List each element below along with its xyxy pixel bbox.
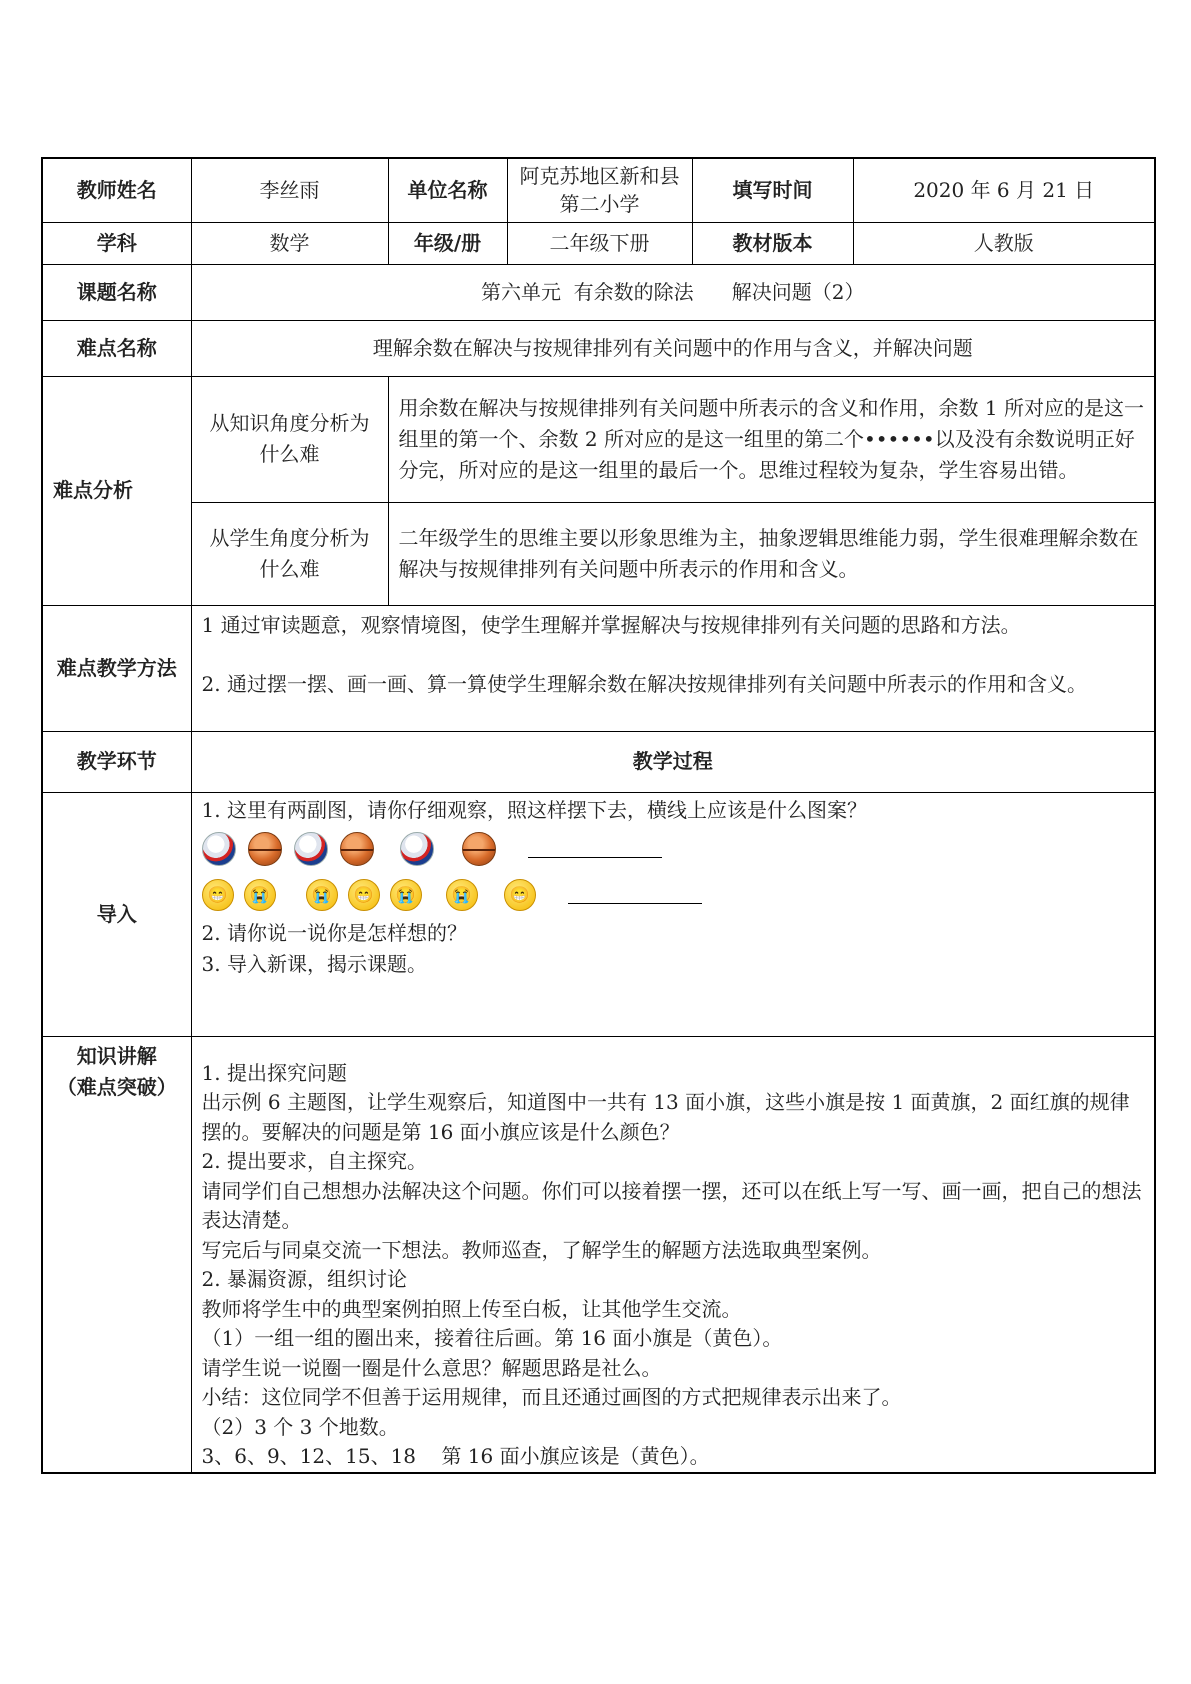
analysis-row-student bbox=[42, 502, 1155, 605]
soccer-ball-icon bbox=[202, 832, 236, 866]
unit-name-line1: 阿克苏地区新和县 bbox=[519, 164, 680, 189]
method-item-1: 1 通过审读题意，观察情境图，使学生理解并掌握解决与按规律排列有关问题的思路和方法。 bbox=[201, 612, 1021, 637]
unit-label: 单位名称 bbox=[388, 158, 507, 222]
crying-face-icon: 😭 bbox=[446, 879, 478, 911]
explain-label bbox=[42, 1036, 191, 1473]
basketball-icon bbox=[462, 832, 496, 866]
difficulty-value: 理解余数在解决与按规律排列有关问题中的作用与含义，并解决问题 bbox=[191, 320, 1155, 376]
explain-line: 出示例 6 主题图，让学生观察后，知道图中一共有 13 面小旗，这些小旗是按 1 面黄旗，2 面红旗的规律摆的。要解决的问题是第 16 面小旗应该是什么颜色？ bbox=[201, 1090, 1130, 1144]
subject-label: 学科 bbox=[42, 222, 191, 264]
student-angle-text: 二年级学生的思维主要以形象思维为主，抽象逻辑思维能力弱，学生很难理解余数在解决与按规律排列有关问题中所表示的作用和含义。 bbox=[388, 502, 1155, 605]
edition-value: 人教版 bbox=[853, 222, 1155, 264]
grade-label: 年级/册 bbox=[388, 222, 507, 264]
crying-face-icon: 😭 bbox=[390, 879, 422, 911]
basketball-icon bbox=[248, 832, 282, 866]
explain-line: （2）3 个 3 个地数。 bbox=[201, 1414, 399, 1439]
answer-blank-1 bbox=[528, 839, 662, 858]
explain-line: 小结：这位同学不但善于运用规律，而且还通过画图的方式把规律表示出来了。 bbox=[201, 1385, 902, 1409]
header-row-2 bbox=[42, 222, 1155, 264]
unit-name-line2: 第二小学 bbox=[559, 192, 640, 217]
explain-line: 2. 提出要求，自主探究。 bbox=[201, 1149, 427, 1173]
fill-date: 2020 年 6 月 21 日 bbox=[853, 158, 1155, 222]
basketball-icon bbox=[340, 832, 374, 866]
topic-label: 课题名称 bbox=[42, 264, 191, 320]
explain-label-line1: 知识讲解 bbox=[76, 1043, 157, 1068]
grinning-face-icon: 😁 bbox=[504, 879, 536, 911]
unit-name bbox=[507, 158, 692, 222]
explain-line: 2. 暴漏资源，组织讨论 bbox=[201, 1267, 407, 1291]
topic-row bbox=[42, 264, 1155, 320]
difficulty-row bbox=[42, 320, 1155, 376]
header-row-1 bbox=[42, 158, 1155, 222]
time-label: 填写时间 bbox=[692, 158, 853, 222]
knowledge-angle-label: 从知识角度分析为什么难 bbox=[191, 376, 388, 502]
explain-row bbox=[42, 1036, 1155, 1473]
intro-label: 导入 bbox=[42, 792, 191, 1036]
analysis-label: 难点分析 bbox=[42, 376, 191, 605]
topic-value: 第六单元 有余数的除法 解决问题（2） bbox=[191, 264, 1155, 320]
subject-value: 数学 bbox=[191, 222, 388, 264]
teacher-label: 教师姓名 bbox=[42, 158, 191, 222]
student-angle-label: 从学生角度分析为什么难 bbox=[191, 502, 388, 605]
face-pattern bbox=[202, 872, 1145, 918]
intro-row bbox=[42, 792, 1155, 1036]
intro-question-1: 1. 这里有两副图，请你仔细观察，照这样摆下去，横线上应该是什么图案？ bbox=[201, 797, 867, 822]
explain-line: 请学生说一说圈一圈是什么意思？解题思路是社么。 bbox=[201, 1355, 662, 1380]
grade-value: 二年级下册 bbox=[507, 222, 692, 264]
explain-line: （1）一组一组的圈出来，接着往后画。第 16 面小旗是（黄色）。 bbox=[201, 1326, 783, 1350]
intro-question-2: 2. 请你说一说你是怎样想的？ bbox=[201, 920, 467, 945]
method-content bbox=[191, 605, 1155, 731]
analysis-row-knowledge bbox=[42, 376, 1155, 502]
crying-face-icon: 😭 bbox=[306, 879, 338, 911]
grinning-face-icon: 😁 bbox=[202, 879, 234, 911]
difficulty-label: 难点名称 bbox=[42, 320, 191, 376]
process-title: 教学过程 bbox=[191, 731, 1155, 792]
teacher-name: 李丝雨 bbox=[191, 158, 388, 222]
answer-blank-2 bbox=[568, 885, 702, 904]
edition-label: 教材版本 bbox=[692, 222, 853, 264]
explain-line: 写完后与同桌交流一下想法。教师巡查，了解学生的解题方法选取典型案例。 bbox=[201, 1237, 882, 1262]
explain-line: 1. 提出探究问题 bbox=[201, 1060, 347, 1085]
ball-pattern bbox=[202, 826, 1145, 872]
lesson-plan-table bbox=[41, 157, 1156, 1474]
method-label: 难点教学方法 bbox=[42, 605, 191, 731]
method-item-2: 2. 通过摆一摆、画一画、算一算使学生理解余数在解决按规律排列有关问题中所表示的作用和含义。 bbox=[201, 671, 1087, 696]
process-header-row bbox=[42, 731, 1155, 792]
explain-content bbox=[191, 1036, 1155, 1473]
explain-label-line2: （难点突破） bbox=[56, 1074, 177, 1099]
grinning-face-icon: 😁 bbox=[348, 879, 380, 911]
lesson-plan-sheet bbox=[41, 157, 1154, 1474]
method-row bbox=[42, 605, 1155, 731]
soccer-ball-icon bbox=[294, 832, 328, 866]
soccer-ball-icon bbox=[400, 832, 434, 866]
process-stage-label: 教学环节 bbox=[42, 731, 191, 792]
explain-line: 请同学们自己想想办法解决这个问题。你们可以接着摆一摆，还可以在纸上写一写、画一画，把自己的想法表达清楚。 bbox=[201, 1178, 1142, 1232]
explain-line: 教师将学生中的典型案例拍照上传至白板，让其他学生交流。 bbox=[201, 1296, 742, 1321]
crying-face-icon: 😭 bbox=[244, 879, 276, 911]
intro-question-3: 3. 导入新课，揭示课题。 bbox=[201, 951, 427, 976]
intro-content bbox=[191, 792, 1155, 1036]
knowledge-angle-text: 用余数在解决与按规律排列有关问题中所表示的含义和作用，余数 1 所对应的是这一组里的第一个、余数 2 所对应的是这一组里的第二个••••••以及没有余数说明正好分完，所对应的是这一组里的最后一个。思维过程较为复杂，学生容易出错。 bbox=[388, 376, 1155, 502]
explain-line: 3、6、9、12、15、18 第 16 面小旗应该是（黄色）。 bbox=[201, 1444, 710, 1468]
